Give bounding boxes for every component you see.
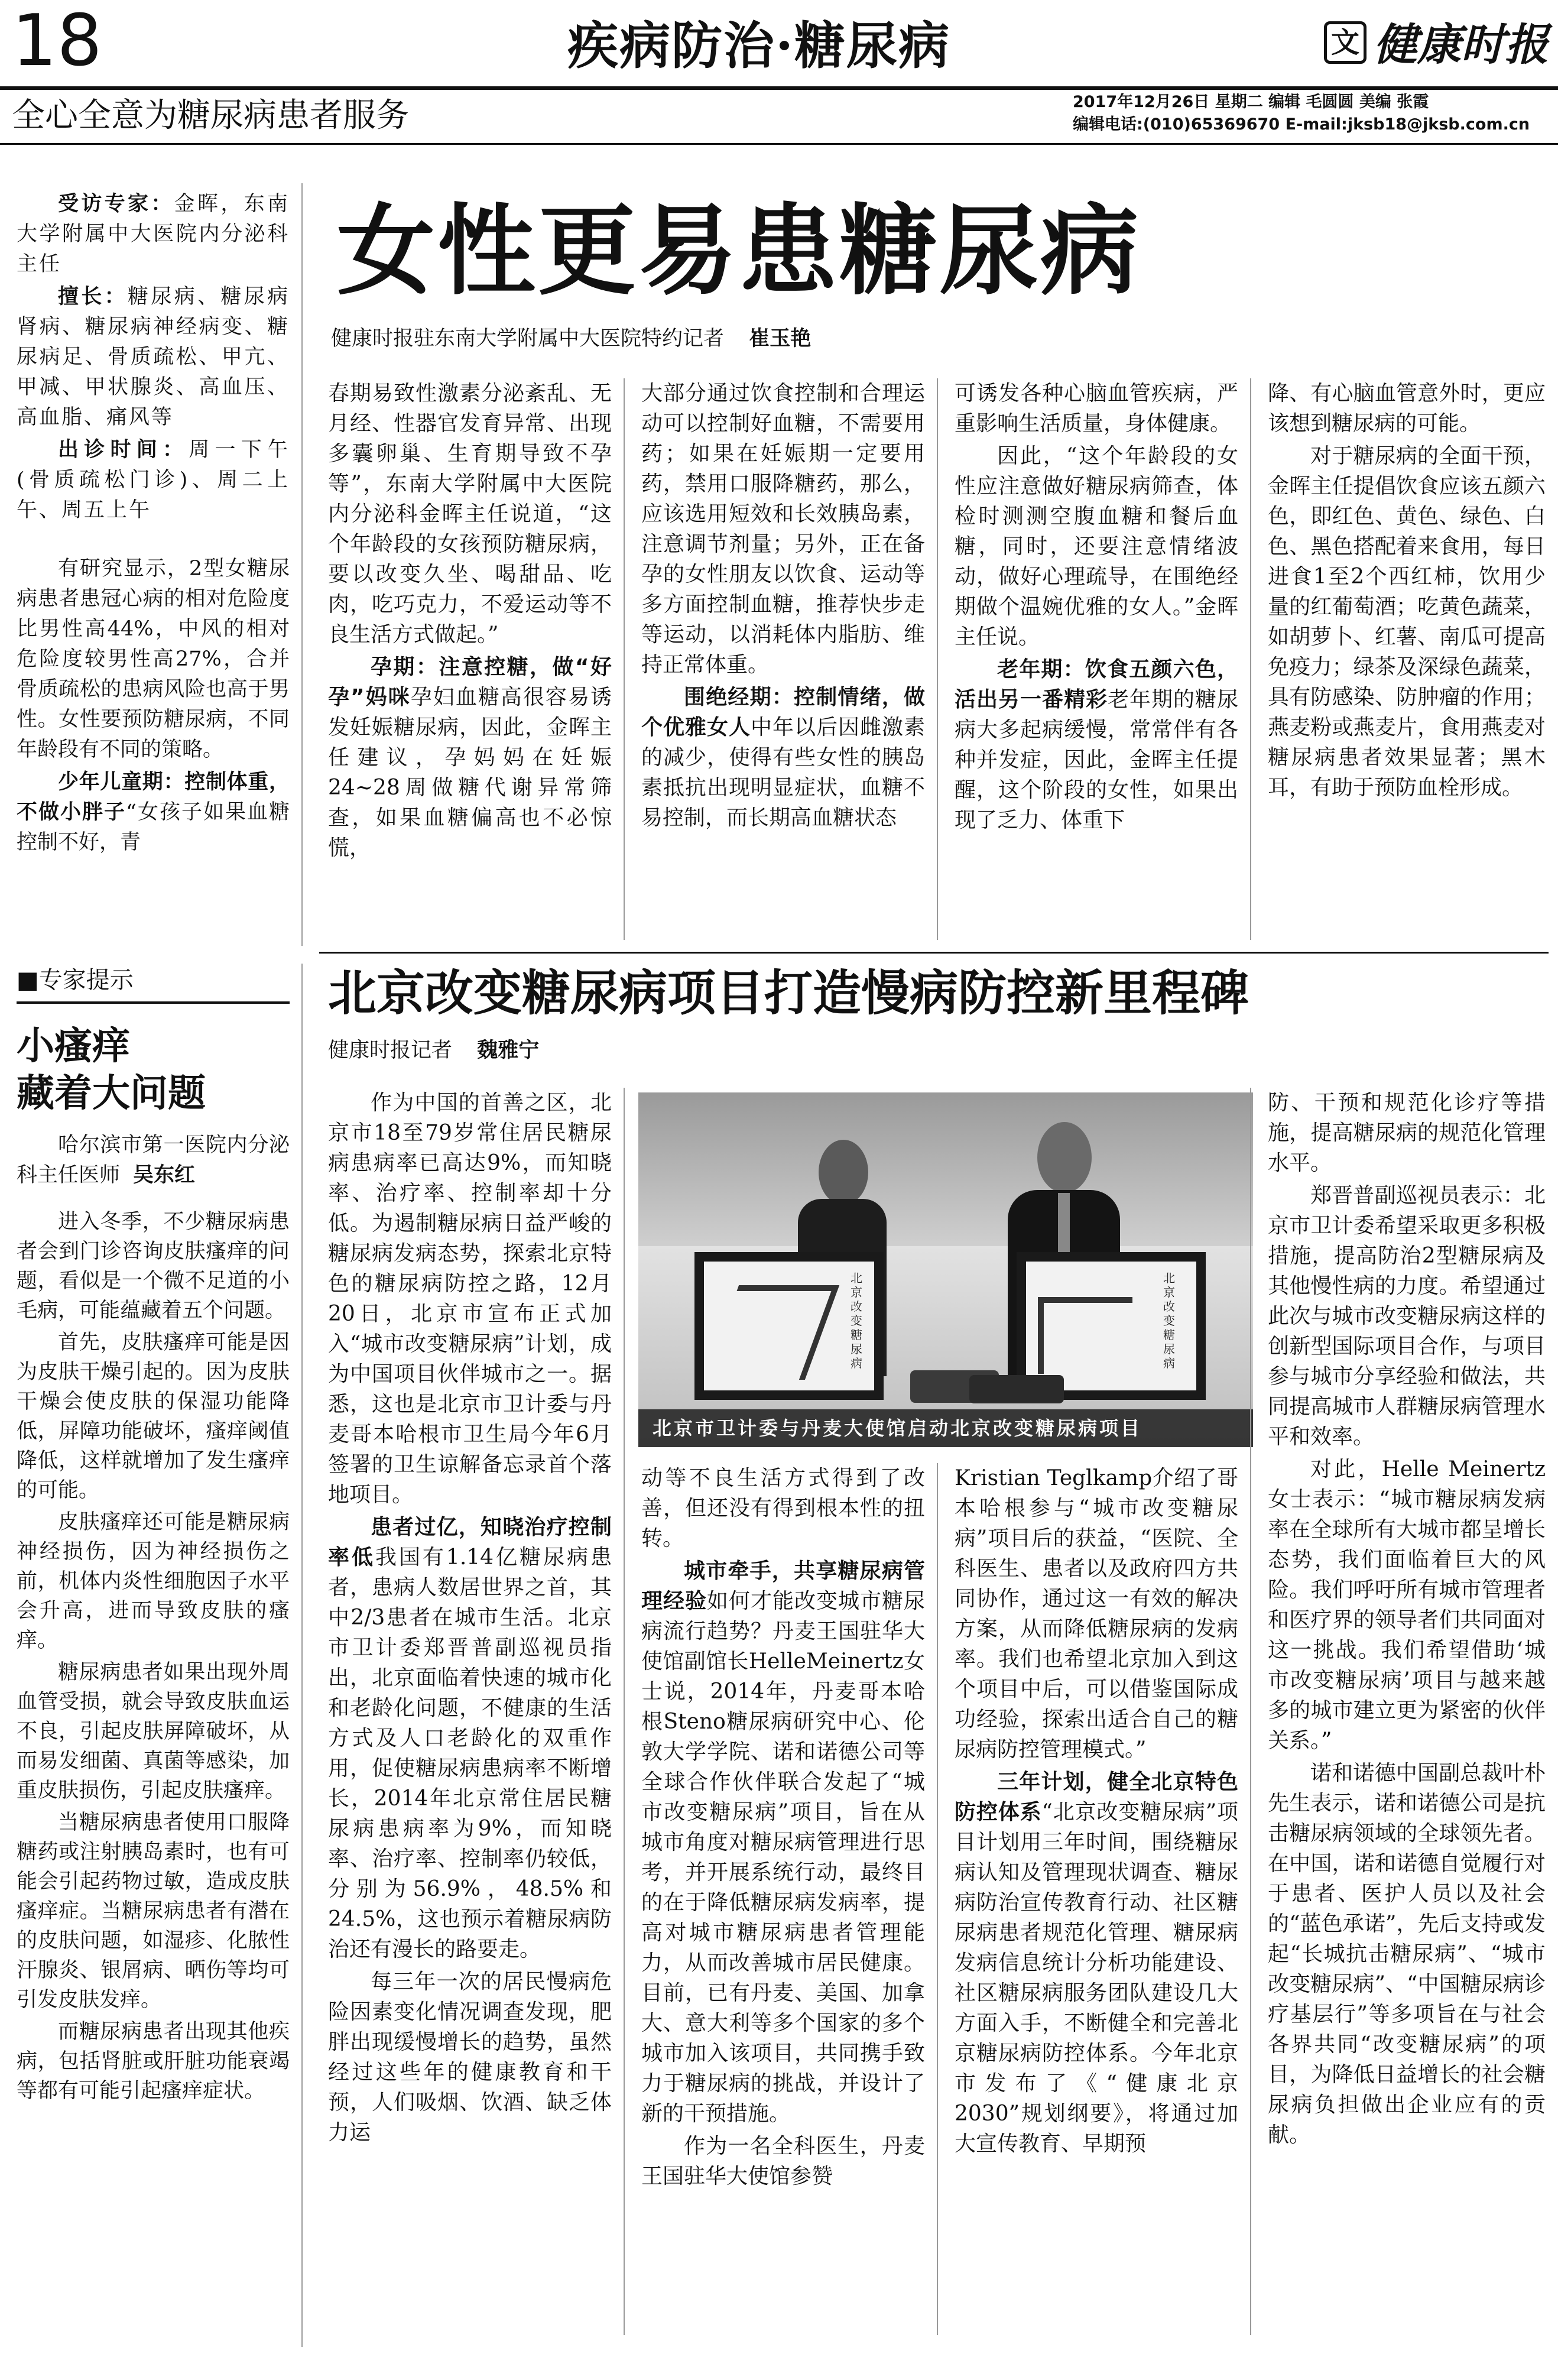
article1-col4-text: 降、有心脑血管意外时，更应该想到糖尿病的可能。 bbox=[1268, 381, 1546, 436]
tip-paragraph: 皮肤瘙痒还可能是糖尿病神经损伤，因为神经损伤之前，机体内炎性细胞因子水平会升高，进而导致皮肤的瘙痒。 bbox=[17, 1510, 290, 1652]
article1-byline-prefix: 健康时报驻东南大学附属中大医院特约记者 bbox=[331, 327, 725, 351]
article2-colD4-text: 诺和诺德中国副总裁叶朴先生表示，诺和诺德公司是抗击糖尿病领域的全球领先者。在中国，诺和诺德自觉履行对于患者、医护人员以及社会的“蓝色承诺”，先后支持或发起“长城抗击糖尿病”、“城市改变糖尿病”、“中国糖尿病诊疗基层行”等多项旨在与社会各界共同“改变糖尿病”的项目，为降低日益增长的社会糖尿病负担做出企业应有的贡献。 bbox=[1268, 1761, 1546, 2147]
tip-divider bbox=[301, 964, 303, 2347]
article2-divider3 bbox=[1250, 1088, 1251, 2335]
preg-heading: 孕期：注意控糖，做“好孕”妈咪 bbox=[328, 655, 612, 709]
article2-colD3-text: 对此，Helle Meinertz女士表示：“城市糖尿病发病率在全球所有大城市都呈增长态势，我们面临着巨大的风险。我们呼吁所有城市管理者和医疗界的领导者们共同面对这一挑战。我们希望借助‘城市改变糖尿病’项目与越来越多的城市建立更为紧密的伙伴关系。” bbox=[1268, 1457, 1546, 1753]
preg-text: 孕妇血糖高很容易诱发妊娠糖尿病，因此，金晖主任建议，孕妈妈在妊娠24~28周做糖代谢异常筛查，如果血糖偏高也不必惊慌， bbox=[328, 685, 612, 860]
masthead bbox=[1324, 17, 1549, 76]
clinic-label: 出诊时间： bbox=[58, 438, 189, 462]
painting-left bbox=[694, 1252, 884, 1400]
clinic-text: 周一下午(骨质疏松门诊)、周二上午、周五上午 bbox=[17, 438, 290, 522]
header-slogan: 全心全意为糖尿病患者服务 bbox=[12, 96, 409, 135]
expert-tip-body bbox=[17, 1207, 290, 2342]
photo-caption-text: 北京市卫计委与丹麦大使馆启动北京改变糖尿病项目 bbox=[653, 1417, 1142, 1439]
header-date: 2017年12月26日 星期二 编辑 毛圆圆 美编 张霞 bbox=[1073, 93, 1429, 111]
article2-colA bbox=[328, 1088, 612, 2347]
article2-byline-name: 魏雅宁 bbox=[477, 1039, 540, 1062]
article1-col4 bbox=[1268, 378, 1546, 946]
expert-tip-tag: ■专家提示 bbox=[17, 967, 134, 994]
tip-paragraph: 首先，皮肤瘙痒可能是因为皮肤干燥引起的。因为皮肤干燥会使皮肤的保湿功能降低，屏障功能破坏，瘙痒阈值降低，这样就增加了发生瘙痒的可能。 bbox=[17, 1331, 290, 1502]
article2-colA2-text: 每三年一次的居民慢病危险因素变化情况调查发现，肥胖出现缓慢增长的趋势，虽然经过这些年的健康教育和干预，人们吸烟、饮酒、缺乏体力运 bbox=[328, 1970, 612, 2145]
article2-title: 北京改变糖尿病项目打造慢病防控新里程碑 bbox=[328, 965, 1249, 1022]
plan-text: “北京改变糖尿病”项目计划用三年时间，围绕糖尿病认知及管理现状调查、糖尿病防治宣传教育行动、社区糖尿病患者规范化管理、糖尿病发病信息统计分析功能建设、社区糖尿病服务团队建设几大方面入手，不断健全和完善北京糖尿病防控体系。今年北京市发布了《“健康北京2030”规划纲要》，将通过加大宣传教育、早期预 bbox=[955, 1800, 1238, 2156]
city-heading: 城市牵手，共享糖尿病管理经验 bbox=[641, 1559, 925, 1613]
article2-byline bbox=[328, 1036, 539, 1065]
tip-paragraph: 进入冬季，不少糖尿病患者会到门诊咨询皮肤瘙痒的问题，看似是一个微不足道的小毛病，可能蕴藏着五个问题。 bbox=[17, 1210, 290, 1322]
child-heading: 少年儿童期：控制体重，不做小胖子 bbox=[17, 770, 290, 824]
expert-tip-author-org: 哈尔滨市第一医院内分泌科主任医师 bbox=[17, 1133, 290, 1187]
page-number: 18 bbox=[12, 0, 102, 82]
article1-col1 bbox=[328, 378, 612, 946]
plan-heading: 三年计划，健全北京特色防控体系 bbox=[955, 1770, 1238, 1824]
specialty-label: 擅长： bbox=[58, 285, 128, 309]
city-text: 如何才能改变城市糖尿病流行趋势？丹麦王国驻华大使馆副馆长HelleMeinertz女士说，2014年，丹麦哥本哈根Steno糖尿病研究中心、伦敦大学学院、诺和诺德公司等全球合作伙伴联合发起了“城市改变糖尿病”项目，旨在从城市角度对糖尿病管理进行思考，并开展系统行动，最终目的在于降低糖尿病发病率，提高对城市糖尿病患者管理能力，从而改善城市居民健康。目前，已有丹麦、美国、加拿大、意大利等多个国家的多个城市加入该项目，共同携手致力于糖尿病的挑战，并设计了新的干预措施。 bbox=[641, 1589, 925, 2126]
article2-colB bbox=[641, 1463, 925, 2347]
article1-col1-text: 春期易致性激素分泌紊乱、无月经、性器官发育异常、出现多囊卵巢、生育期导致不孕等”，东南大学附属中大医院内分泌科金晖主任说道，“这个年龄段的女孩预防糖尿病，要以改变久坐、喝甜品、吃肉，吃巧克力，不爱运动等不良生活方式做起。” bbox=[328, 381, 612, 647]
specialty-text: 糖尿病、糖尿病肾病、糖尿病神经病变、糖尿病足、骨质疏松、甲亢、甲减、甲状腺炎、高血压、高血脂、痛风等 bbox=[17, 285, 290, 429]
header-bottom-rule bbox=[0, 143, 1558, 145]
article1-col3b-text: 因此，“这个年龄段的女性应注意做好糖尿病筛查，体检时测测空腹血糖和餐后血糖，同时，还要注意情绪波动，做好心理疏导，在围绝经期做个温婉优雅的女人。”金晖主任说。 bbox=[955, 444, 1238, 649]
article2-colA-text: 作为中国的首善之区，北京市18至79岁常住居民糖尿病患病率已高达9%，而知晓率、治疗率、控制率却十分低。为遏制糖尿病日益严峻的糖尿病发病态势，探索北京特色的糖尿病防控之路，12月20日，北京市宣布正式加入“城市改变糖尿病”计划，成为中国项目伙伴城市之一。据悉，这也是北京市卫计委与丹麦哥本哈根市卫生局今年6月签署的卫生谅解备忘录首个落地项目。 bbox=[328, 1091, 612, 1507]
header-rule bbox=[0, 86, 1558, 90]
story-separator bbox=[319, 952, 1549, 954]
section-title: 疾病防治·糖尿病 bbox=[567, 16, 950, 76]
masthead-logo-icon: 文 bbox=[1324, 21, 1367, 64]
sidebar-expert bbox=[17, 189, 290, 940]
expert-tip-title-1: 小瘙痒 bbox=[17, 1024, 130, 1068]
article1-divider3 bbox=[1250, 378, 1251, 940]
article2-colB2-text: 作为一名全科医生，丹麦王国驻华大使馆参赞 bbox=[641, 2134, 925, 2188]
article2-colD2-text: 郑晋普副巡视员表示：北京市卫计委希望采取更多积极措施，提高防治2型糖尿病及其他慢性病的力度。希望通过此次与城市改变糖尿病这样的创新型国际项目合作，与项目参与城市分享经验和做法，共同提高城市人群糖尿病管理水平和效率。 bbox=[1268, 1183, 1546, 1449]
old-heading: 老年期：饮食五颜六色，活出另一番精彩 bbox=[955, 657, 1238, 712]
tip-paragraph: 当糖尿病患者使用口服降糖药或注射胰岛素时，也有可能会引起药物过敏，造成皮肤瘙痒症。当糖尿病患者有潜在的皮肤问题，如湿疹、化脓性汗腺炎、银屑病、晒伤等均可引发皮肤发痒。 bbox=[17, 1811, 290, 2012]
article1-col3-text: 可诱发各种心脑血管疾病，严重影响生活质量，身体健康。 bbox=[955, 381, 1238, 436]
article1-col2-text: 大部分通过饮食控制和合理运动可以控制好血糖，不需要用药；如果在妊娠期一定要用药，禁用口服降糖药，那么，应该选用短效和长效胰岛素，注意调节剂量；另外，正在备孕的女性朋友以饮食、运动等多方面控制血糖，推荐快步走等运动，以消耗体内脂肪、维持正常体重。 bbox=[641, 381, 925, 677]
event-photo bbox=[638, 1092, 1253, 1447]
article2-colD1-text: 防、干预和规范化诊疗等措施，提高糖尿病的规范化管理水平。 bbox=[1268, 1091, 1546, 1175]
sidebar-divider bbox=[301, 183, 303, 946]
article2-colC1-text: Kristian Teglkamp介绍了哥本哈根参与“城市改变糖尿病”项目后的获益，“医院、全科医生、患者以及政府四方共同协作，通过这一有效的解决方案，从而降低糖尿病的发病率。我们也希望北京加入到这个项目中后，可以借鉴国际成功经验，探索出适合自己的糖尿病防控管理模式。” bbox=[955, 1466, 1238, 1762]
expert-tip-title-2: 藏着大问题 bbox=[17, 1071, 206, 1116]
article1-byline bbox=[331, 324, 811, 354]
masthead-title: 健康时报 bbox=[1374, 20, 1549, 70]
old-text: 老年期的糖尿病大多起病缓慢，常常伴有各种并发症，因此，金晖主任提醒，这个阶段的女性，如果出现了乏力、体重下 bbox=[955, 688, 1238, 832]
expert-tip-author-name: 吴东红 bbox=[133, 1163, 196, 1187]
article1-title: 女性更易患糖尿病 bbox=[337, 193, 1141, 309]
article1-col4b-text: 对于糖尿病的全面干预，金晖主任提倡饮食应该五颜六色，即红色、黄色、绿色、白色、黑色搭配着来食用，每日进食1至2个西红柿，饮用少量的红葡萄酒；吃黄色蔬菜，如胡萝卜、红薯、南瓜可提高免疫力；绿茶及深绿色蔬菜，具有防感染、防肿瘤的作用；燕麦粉或燕麦片，食用燕麦对糖尿病患者效果显著；黑木耳，有助于预防血栓形成。 bbox=[1268, 444, 1546, 800]
article2-divider1 bbox=[624, 1088, 625, 2335]
article1-byline-name: 崔玉艳 bbox=[749, 327, 812, 351]
painting-right-text: 北京改变糖尿病 bbox=[1163, 1271, 1175, 1370]
article1-divider2 bbox=[937, 378, 938, 940]
expert-tip-tag-rule bbox=[17, 1001, 290, 1004]
article1-divider1 bbox=[624, 378, 625, 940]
article2-colD bbox=[1268, 1088, 1546, 2347]
article2-colC bbox=[955, 1463, 1238, 2347]
article2-colB1-text: 动等不良生活方式得到了改善，但还没有得到根本性的扭转。 bbox=[641, 1466, 925, 1551]
painting-left-text: 北京改变糖尿病 bbox=[851, 1271, 862, 1370]
interviewee-label: 受访专家： bbox=[58, 192, 174, 216]
interviewee-text: 金晖，东南大学附属中大医院内分泌科主任 bbox=[17, 192, 290, 276]
article2-divider2 bbox=[937, 1463, 938, 2335]
meno-heading: 围绝经期：控制情绪，做个优雅女人 bbox=[641, 685, 925, 740]
meno-text: 中年以后因雌激素的减少，使得有些女性的胰岛素抵抗出现明显症状，血糖不易控制，而长期高血糖状态 bbox=[641, 715, 925, 830]
child-text: “女孩子如果血糖控制不好，青 bbox=[17, 800, 290, 854]
tip-paragraph: 糖尿病患者如果出现外周血管受损，就会导致皮肤血运不良，引起皮肤屏障破坏，从而易发细菌、真菌等感染，加重皮肤损伤，引起皮肤瘙痒。 bbox=[17, 1661, 290, 1802]
article2-byline-prefix: 健康时报记者 bbox=[328, 1039, 453, 1062]
intro-paragraph: 有研究显示，2型女糖尿病患者患冠心病的相对危险度比男性高44%，中风的相对危险度较男性高27%，合并骨质疏松的患病风险也高于男性。女性要预防糖尿病，不同年龄段有不同的策略。 bbox=[17, 557, 290, 761]
aging-text: 我国有1.14亿糖尿病患者，患病人数居世界之首，其中2/3患者在城市生活。北京市卫计委郑晋普副巡视员指出，北京面临着快速的城市化和老龄化问题，不健康的生活方式及人口老龄化的双重作用，促使糖尿病患病率不断增长，2014年北京常住居民糖尿病患病率为9%，而知晓率、治疗率、控制率仍较低，分别为56.9%，48.5%和24.5%，这也预示着糖尿病防治还有漫长的路要走。 bbox=[328, 1545, 612, 1961]
tip-paragraph: 而糖尿病患者出现其他疾病，包括肾脏或肝脏功能衰竭等都有可能引起瘙痒症状。 bbox=[17, 2020, 290, 2103]
aging-heading: 患者过亿，知晓治疗控制率低 bbox=[328, 1515, 612, 1570]
article1-col3 bbox=[955, 378, 1238, 946]
expert-tip-author bbox=[17, 1130, 290, 1195]
article1-col2 bbox=[641, 378, 925, 946]
header-contact: 编辑电话:(010)65369670 E-mail:jksb18@jksb.com.cn bbox=[1073, 115, 1530, 134]
